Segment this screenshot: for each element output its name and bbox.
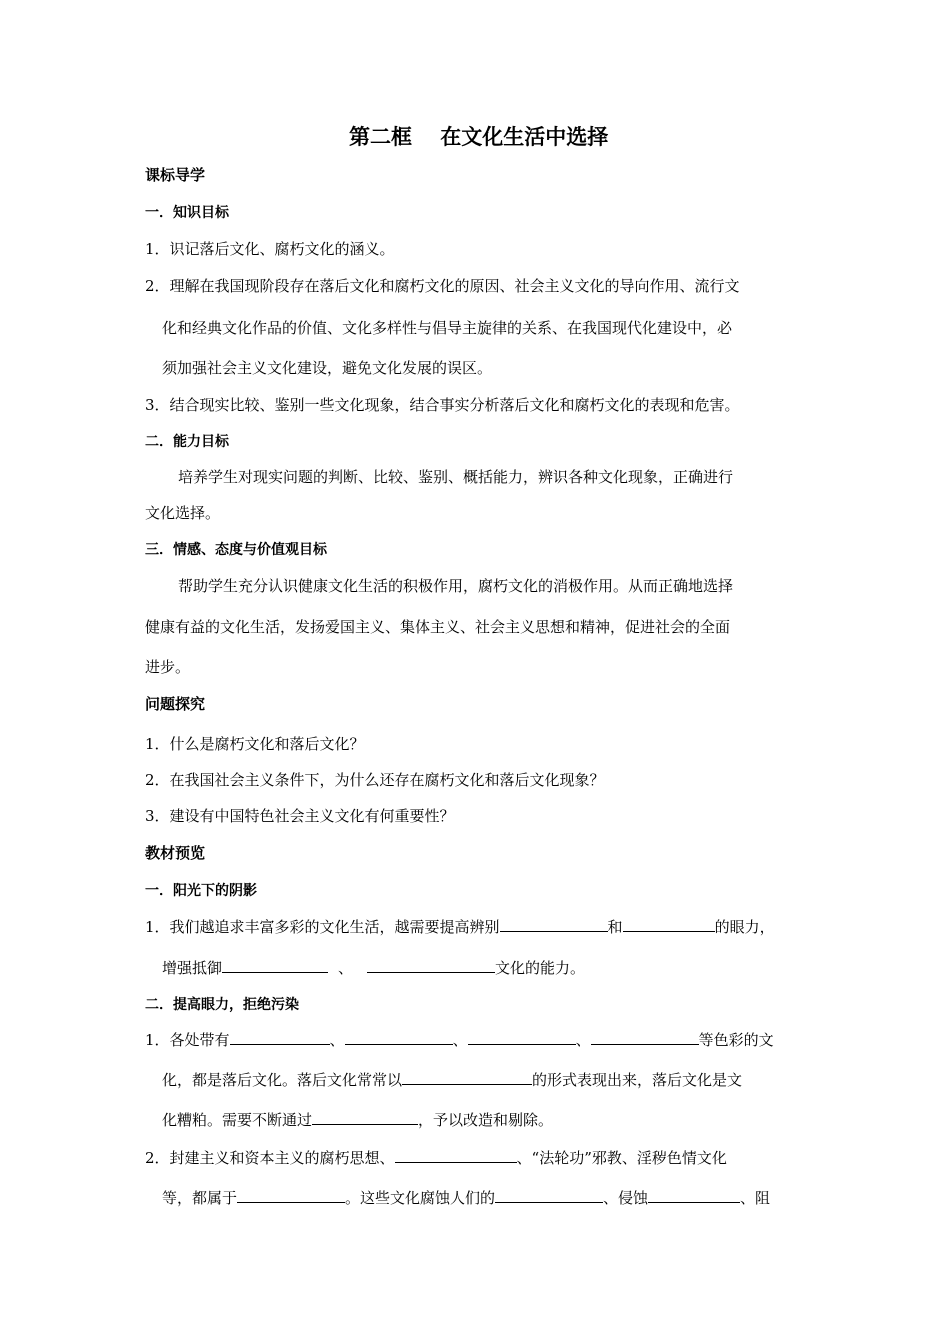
- fill-in-line: 1．各处带有 、 、 、 等色彩的文: [145, 1031, 774, 1049]
- blank-field[interactable]: [395, 1148, 517, 1163]
- section-heading-guide: 课标导学: [145, 166, 206, 184]
- fill-in-line: 2．封建主义和资本主义的腐朽思想、 、“法轮功”邪教、淫秽色情文化: [145, 1149, 727, 1167]
- fill-in-line: 1．我们越追求丰富多彩的文化生活，越需要提高辨别 和 的眼力，: [145, 918, 775, 936]
- paragraph-line: 化和经典文化作品的价值、文化多样性与倡导主旋律的关系、在我国现代化建设中，必: [162, 319, 733, 337]
- blank-field[interactable]: [345, 1030, 453, 1045]
- page-title: 第二框 在文化生活中选择: [349, 125, 609, 149]
- subheading-raise-vision: 二．提高眼力，拒绝污染: [145, 997, 299, 1013]
- question-item: 2．在我国社会主义条件下，为什么还存在腐朽文化和落后文化现象？: [145, 771, 605, 789]
- fill-in-line: 等，都属于 。这些文化腐蚀人们的 、侵蚀 、阻: [162, 1189, 771, 1207]
- paragraph-line: 培养学生对现实问题的判断、比较、鉴别、概括能力，辨识各种文化现象，正确进行: [178, 468, 734, 486]
- paragraph-line: 帮助学生充分认识健康文化生活的积极作用，腐朽文化的消极作用。从而正确地选择: [178, 577, 734, 595]
- paragraph-line: 1．识记落后文化、腐朽文化的涵义。: [145, 240, 395, 258]
- blank-field[interactable]: [402, 1070, 532, 1085]
- fill-in-line: 化糟粕。需要不断通过 ，予以改造和剔除。: [162, 1111, 554, 1129]
- blank-field[interactable]: [237, 1188, 345, 1203]
- subheading-ability-goals: 二．能力目标: [145, 434, 229, 450]
- paragraph-line: 健康有益的文化生活，发扬爱国主义、集体主义、社会主义思想和精神，促进社会的全面: [145, 618, 731, 636]
- subheading-knowledge-goals: 一．知识目标: [145, 205, 229, 221]
- question-item: 3．建设有中国特色社会主义文化有何重要性？: [145, 807, 455, 825]
- blank-field[interactable]: [623, 917, 715, 932]
- subheading-shadow-under-sun: 一．阳光下的阴影: [145, 883, 257, 899]
- blank-field[interactable]: [367, 958, 495, 973]
- paragraph-line: 须加强社会主义文化建设，避免文化发展的误区。: [162, 359, 493, 377]
- blank-field[interactable]: [648, 1188, 740, 1203]
- fill-in-line: 增强抵御 、 文化的能力。: [162, 959, 586, 977]
- blank-field[interactable]: [468, 1030, 576, 1045]
- blank-field[interactable]: [312, 1110, 418, 1125]
- subheading-values-goals: 三．情感、态度与价值观目标: [145, 542, 327, 558]
- section-heading-inquiry: 问题探究: [145, 695, 206, 713]
- blank-field[interactable]: [230, 1030, 330, 1045]
- blank-field[interactable]: [222, 958, 328, 973]
- paragraph-line: 文化选择。: [145, 504, 221, 522]
- blank-field[interactable]: [591, 1030, 699, 1045]
- paragraph-line: 3．结合现实比较、鉴别一些文化现象，结合事实分析落后文化和腐朽文化的表现和危害。: [145, 396, 740, 414]
- blank-field[interactable]: [495, 1188, 603, 1203]
- fill-in-line: 化，都是落后文化。落后文化常常以 的形式表现出来，落后文化是文: [162, 1071, 743, 1089]
- question-item: 1．什么是腐朽文化和落后文化？: [145, 735, 365, 753]
- paragraph-line: 2．理解在我国现阶段存在落后文化和腐朽文化的原因、社会主义文化的导向作用、流行文: [145, 277, 740, 295]
- section-heading-preview: 教材预览: [145, 844, 206, 862]
- paragraph-line: 进步。: [145, 658, 191, 676]
- blank-field[interactable]: [500, 917, 608, 932]
